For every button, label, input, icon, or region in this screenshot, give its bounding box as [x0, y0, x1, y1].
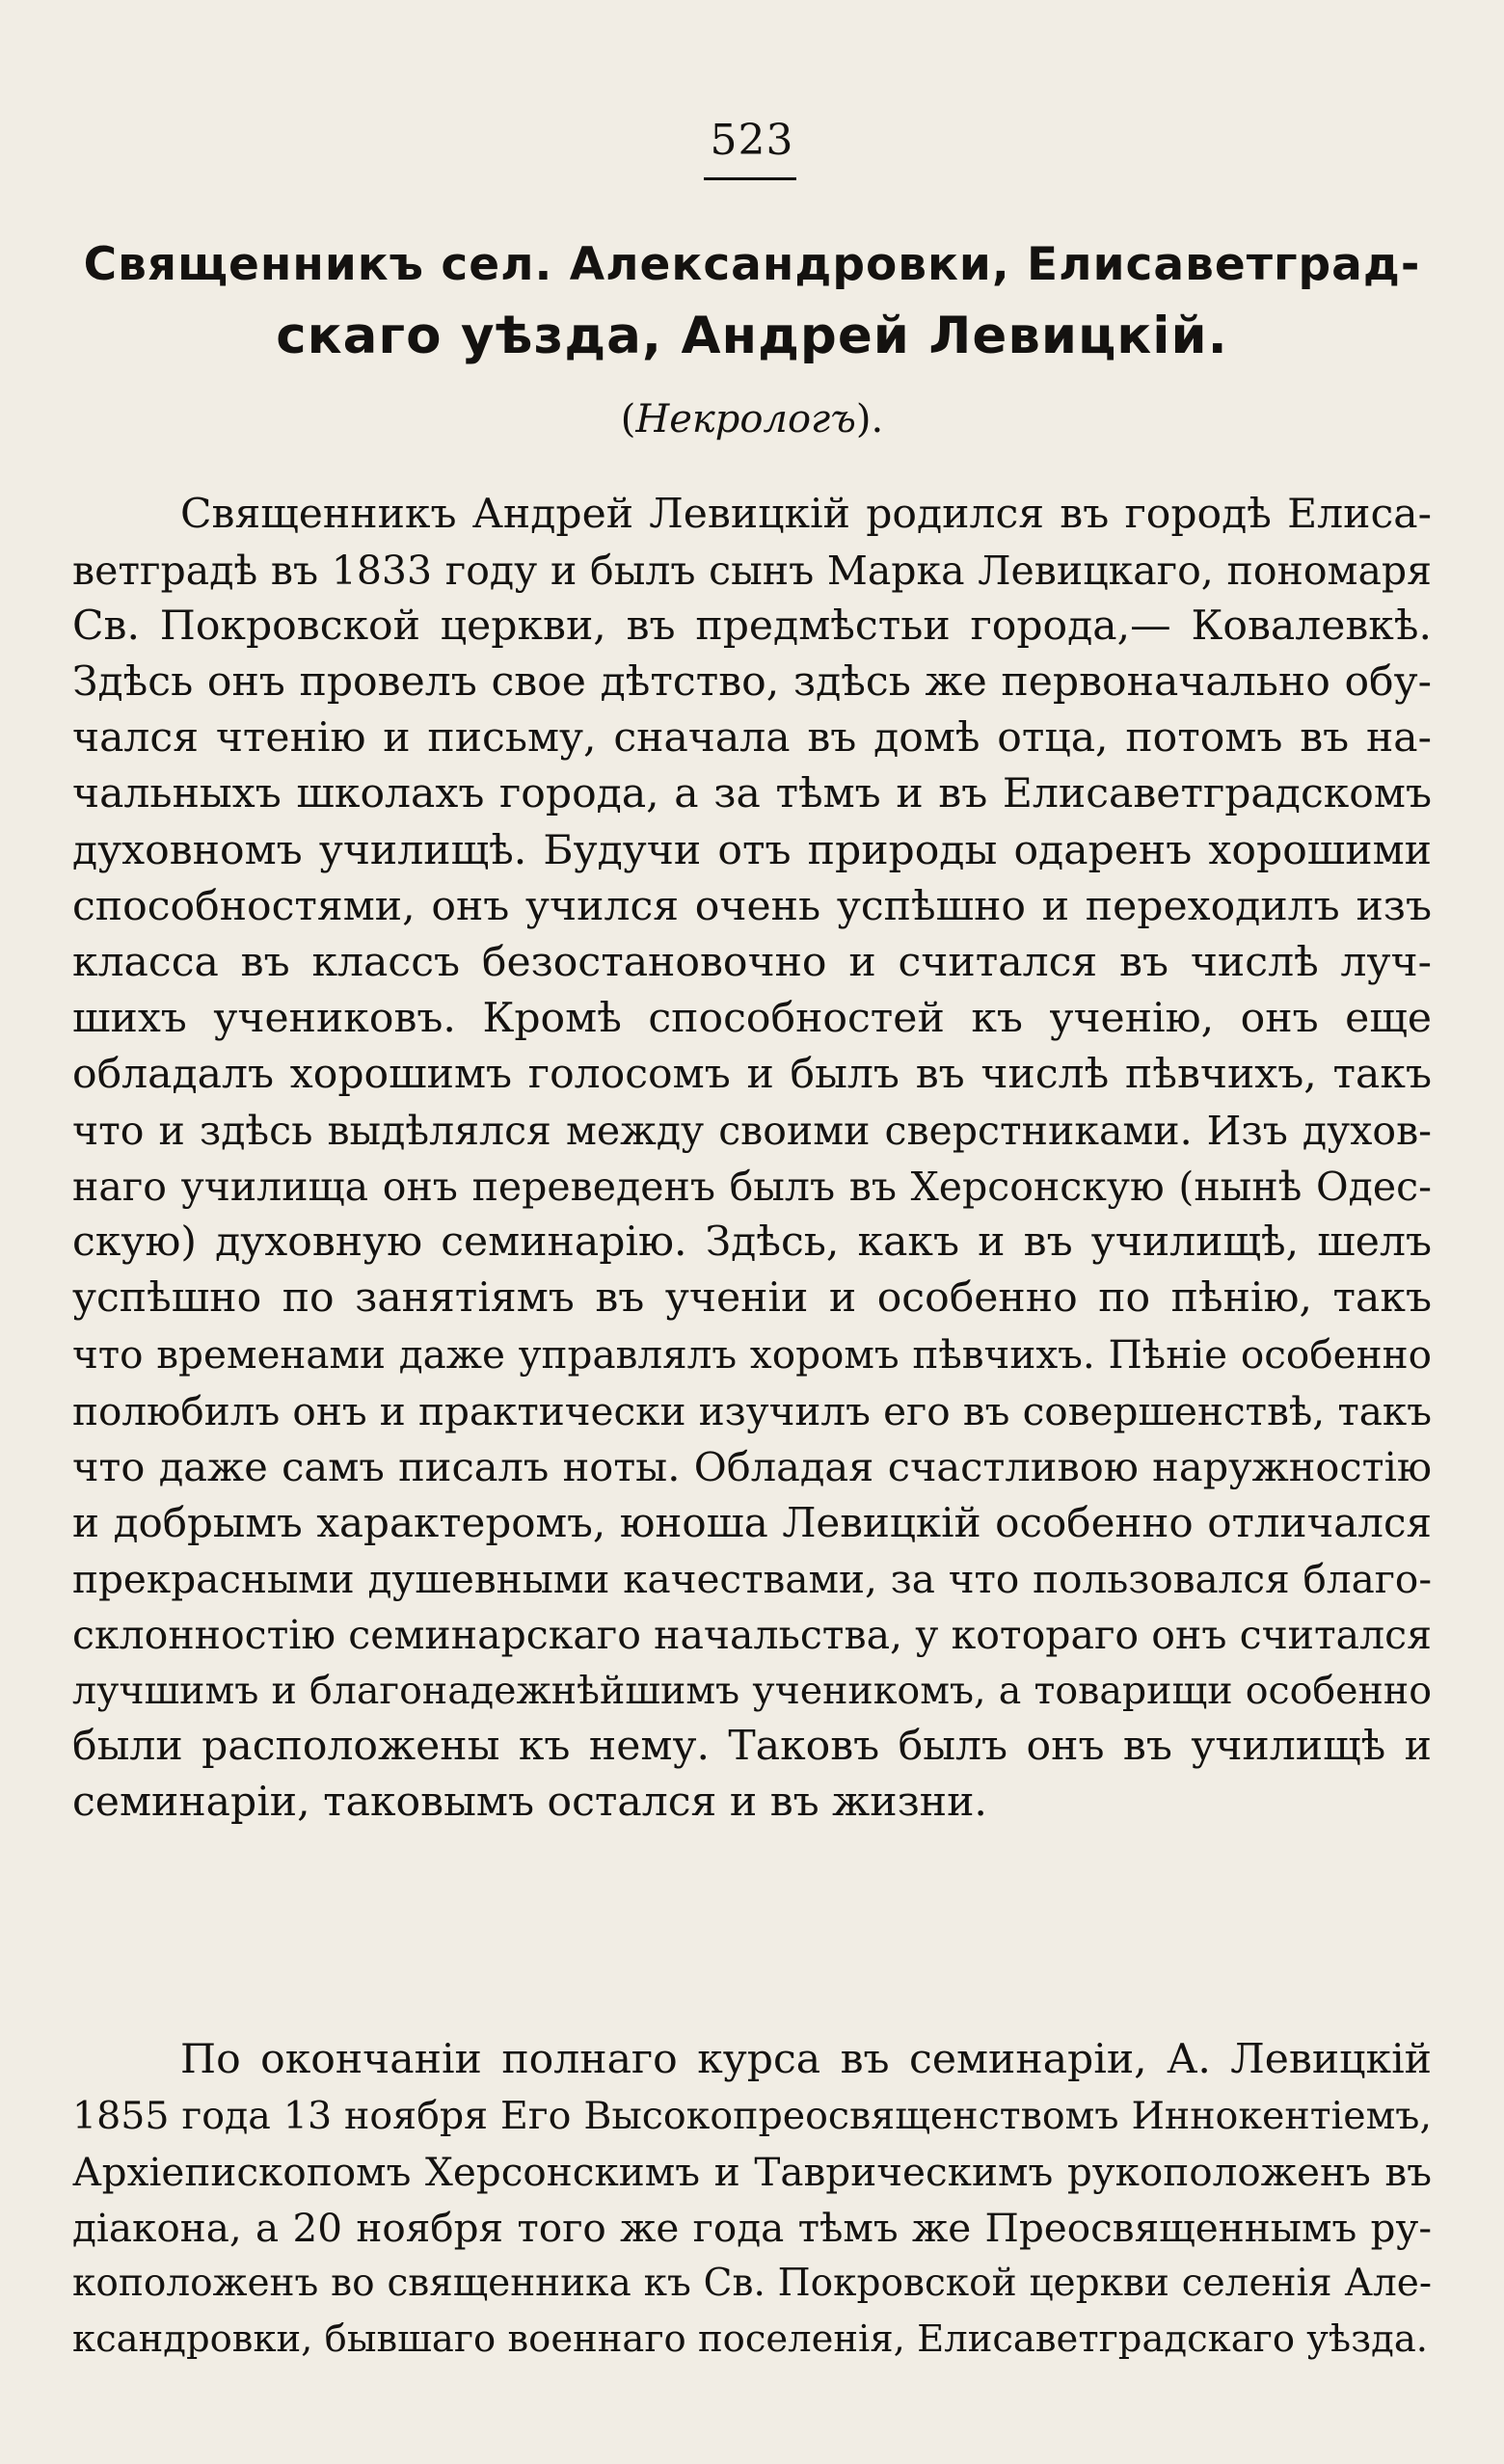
text-line: діакона, а 20 ноября того же года тѣмъ же Преосвященнымъ ру- [72, 2205, 1432, 2252]
text-line: скую) духовную семинарію. Здѣсь, какъ и въ училищѣ, шелъ [72, 1219, 1432, 1267]
subtitle-word: Некрологъ [635, 397, 856, 442]
text-line: 1855 года 13 ноября Его Высокопреосвященствомъ Иннокентіемъ, [72, 2094, 1432, 2139]
text-line: чался чтенію и письму, сначала въ домѣ отца, потомъ въ на- [72, 714, 1432, 763]
paragraph-1 [72, 487, 1432, 1831]
subtitle-close-paren: ). [855, 397, 884, 442]
text-line: Архіепископомъ Херсонскимъ и Таврическимъ рукоположенъ въ [72, 2149, 1432, 2196]
text-line: чальныхъ школахъ города, а за тѣмъ и въ Елисаветградскомъ [72, 770, 1432, 818]
text-line: были расположены къ нему. Таковъ былъ онъ въ училищѣ и [72, 1723, 1432, 1771]
text-line: склонностію семинарскаго начальства, у котораго онъ считался [72, 1611, 1432, 1658]
text-line: Священникъ Андрей Левицкій родился въ городѣ Елиса- [180, 491, 1432, 538]
text-line: духовномъ училищѣ. Будучи отъ природы одаренъ хорошими [72, 826, 1432, 874]
text-line: что и здѣсь выдѣлялся между своими сверстниками. Изъ духов- [72, 1108, 1432, 1155]
text-line: Св. Покровской церкви, въ предмѣстьи города,— Ковалевкѣ. [72, 603, 1432, 651]
text-line: успѣшно по занятіямъ въ ученіи и особенно по пѣнію, такъ [72, 1274, 1432, 1323]
text-line: что даже самъ писалъ ноты. Обладая счастливою наружностію [72, 1442, 1432, 1490]
text-line: прекрасными душевными качествами, за что пользовался благо- [72, 1555, 1432, 1602]
text-line: обладалъ хорошимъ голосомъ и былъ въ числѣ пѣвчихъ, такъ [72, 1050, 1432, 1098]
title-line-2: скаго уѣзда, Андрей Левицкій. [276, 307, 1228, 365]
text-line: По окончаніи полнаго курса въ семинаріи, А. Левицкій [180, 2036, 1432, 2083]
text-line: Здѣсь онъ провелъ свое дѣтство, здѣсь же первоначально обу- [72, 658, 1432, 707]
subtitle-open-paren: ( [620, 397, 636, 442]
text-line: шихъ учениковъ. Кромѣ способностей къ ученію, онъ еще [72, 994, 1432, 1042]
text-line: наго училища онъ переведенъ былъ въ Херсонскую (нынѣ Одес- [72, 1164, 1432, 1211]
page-number-rule [704, 177, 796, 180]
text-line: класса въ классъ безостановочно и считался въ числѣ луч- [72, 938, 1432, 986]
article-title [77, 229, 1427, 372]
article-subtitle [0, 390, 1504, 448]
paragraph-2 [72, 2032, 1432, 2369]
title-line-1: Священникъ сел. Александровки, Елисаветград- [83, 238, 1421, 291]
page-number: 523 [710, 116, 794, 165]
text-line: способностями, онъ учился очень успѣшно и переходилъ изъ [72, 882, 1432, 930]
text-line: и добрымъ характеромъ, юноша Левицкій особенно отличался [72, 1498, 1432, 1546]
text-line: семинаріи, таковымъ остался и въ жизни. [72, 1779, 987, 1827]
text-line: что временами даже управлялъ хоромъ пѣвчихъ. Пѣніе особенно [72, 1331, 1432, 1379]
text-line: ветградѣ въ 1833 году и былъ сынъ Марка Левицкаго, пономаря [72, 548, 1432, 595]
text-line: коположенъ во священника къ Св. Покровской церкви селенія Але- [72, 2262, 1432, 2306]
text-line: полюбилъ онъ и практически изучилъ его въ совершенствѣ, такъ [72, 1387, 1432, 1434]
text-line: ксандровки, бывшаго военнаго поселенія, Елисаветградскаго уѣзда. [72, 2317, 1429, 2362]
text-line: лучшимъ и благонадежнѣйшимъ ученикомъ, а товарищи особенно [72, 1668, 1432, 1713]
